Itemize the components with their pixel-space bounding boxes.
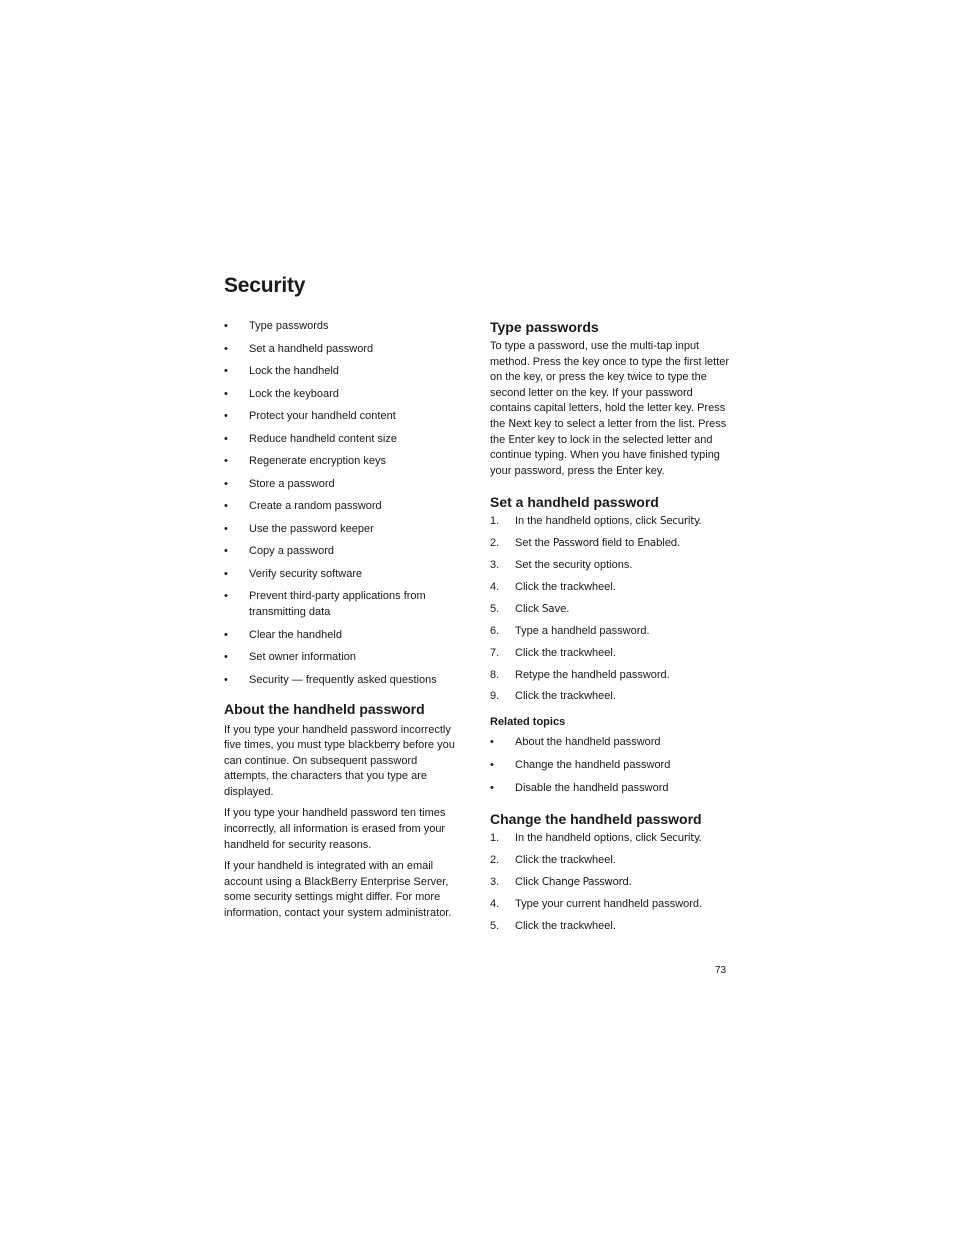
topic-item[interactable]	[224, 588, 464, 620]
text: Type your current handheld password.	[515, 898, 703, 911]
bullet: •	[490, 759, 494, 772]
topic-label: Type passwords	[249, 320, 329, 332]
text: Click the trackwheel.	[515, 690, 616, 703]
topic-label: Create a random password	[249, 500, 382, 512]
step-number: 9.	[490, 690, 500, 703]
step-number: 6.	[490, 624, 500, 637]
topic-label: Prevent third-party applications from transmitting data	[249, 590, 426, 618]
topic-label: Security — frequently asked questions	[249, 673, 437, 686]
step-item	[490, 623, 732, 639]
text: In the handheld options, click	[515, 832, 660, 845]
topic-item[interactable]	[224, 649, 464, 665]
step-number: 7.	[490, 646, 500, 659]
bullet: •	[224, 500, 228, 512]
step-item	[490, 579, 732, 595]
step-number: 3.	[490, 876, 500, 889]
topic-label: Store a password	[249, 477, 335, 490]
step-item	[490, 918, 732, 934]
bullet: •	[490, 736, 494, 749]
bullet: •	[224, 567, 228, 580]
bullet: •	[224, 432, 228, 445]
ui-term: Save.	[541, 602, 570, 615]
related-link[interactable]	[490, 757, 732, 773]
type-passwords-paragraph	[490, 339, 732, 479]
bullet: •	[224, 455, 228, 467]
related-topics-heading: Related topics	[490, 716, 566, 729]
text: Set the security options.	[515, 559, 633, 572]
topic-label: Reduce handheld content size	[249, 432, 397, 445]
text: Click	[515, 602, 542, 615]
topic-label: Lock the keyboard	[249, 387, 339, 400]
ui-term: Enabled.	[637, 537, 680, 550]
bullet: •	[224, 651, 228, 663]
step-item	[490, 645, 732, 661]
text: key to lock in the selected letter and continue typing. When you have finished typing your password, press the	[490, 433, 720, 477]
step-number: 1.	[490, 832, 500, 845]
text: If you type your handheld password incorrectly five times, you must type	[224, 723, 451, 752]
topic-label: Regenerate encryption keys	[249, 455, 386, 467]
step-number: 4.	[490, 898, 500, 911]
step-list	[490, 830, 732, 934]
topic-label: Use the password keeper	[249, 522, 374, 535]
ui-term: Enter	[508, 433, 535, 446]
text: Click the trackwheel.	[515, 646, 616, 659]
topic-item[interactable]	[224, 453, 464, 469]
topic-item[interactable]	[224, 521, 464, 537]
set-password-heading: Set a handheld password	[490, 494, 659, 511]
step-item	[490, 688, 732, 704]
step-item	[490, 852, 732, 868]
step-item	[490, 557, 732, 573]
text: Set the	[515, 537, 553, 550]
text: key to select a letter from the list. Press the	[490, 417, 727, 446]
step-item	[490, 896, 732, 912]
step-number: 2.	[490, 537, 500, 550]
step-item	[490, 513, 732, 529]
about-paragraph-3: If your handheld is integrated with an email account using a BlackBerry Enterprise Server, some security settings might differ. For more information, contact your system administrator.	[224, 860, 452, 920]
page-title: Security	[224, 274, 306, 297]
bullet: •	[224, 477, 228, 490]
step-number: 3.	[490, 559, 500, 572]
step-list	[490, 513, 732, 704]
topic-label: Clear the handheld	[249, 628, 342, 641]
topic-item[interactable]	[224, 627, 464, 643]
step-number: 1.	[490, 515, 500, 528]
topic-item[interactable]	[224, 476, 464, 492]
topic-label: Set a handheld password	[249, 342, 374, 355]
set-password-section	[490, 493, 732, 704]
related-link[interactable]	[490, 734, 732, 750]
bullet: •	[224, 365, 228, 377]
about-paragraph-1	[224, 723, 464, 801]
related-label: Disable the handheld password	[515, 782, 669, 795]
about-section	[224, 700, 464, 922]
related-list	[490, 734, 732, 796]
text: field to	[598, 537, 638, 550]
text: before you can continue. On subsequent password attempts, the characters that you type are displayed.	[224, 739, 455, 798]
related-label: Change the handheld password	[515, 759, 671, 772]
about-paragraph-2: If you type your handheld password ten times incorrectly, all information is erased from your handheld for security reasons.	[224, 807, 446, 851]
text: In the handheld options, click	[515, 515, 660, 528]
related-link[interactable]	[490, 780, 732, 796]
topic-label: Protect your handheld content	[249, 410, 396, 422]
bullet: •	[224, 320, 228, 332]
text: To type a password, use the multi-tap input method. Press the key once to type the first letter on the key, or press the key twice to type the second letter on the key. If your password contains capital letters, hold the letter key. Press the	[490, 340, 730, 430]
ui-term: Change Password.	[541, 876, 632, 889]
step-number: 2.	[490, 854, 500, 867]
topic-item[interactable]	[224, 543, 464, 559]
step-item	[490, 667, 732, 683]
page-number: 73	[715, 965, 727, 976]
text: Retype the handheld password.	[515, 668, 670, 681]
text: Click	[515, 876, 542, 889]
topic-label: Verify security software	[249, 567, 363, 580]
change-password-section	[490, 810, 732, 934]
step-number: 5.	[490, 920, 500, 933]
bullet: •	[224, 342, 228, 355]
topic-item[interactable]	[224, 318, 464, 334]
topic-item[interactable]	[224, 408, 464, 424]
topic-item[interactable]	[224, 431, 464, 447]
step-item	[490, 601, 732, 617]
topic-label: Set owner information	[249, 651, 356, 663]
bullet: •	[224, 590, 228, 602]
topic-list	[224, 318, 464, 688]
bullet: •	[224, 522, 228, 535]
ui-term: Password	[552, 537, 599, 550]
left-column	[224, 318, 464, 928]
change-password-heading: Change the handheld password	[490, 811, 702, 828]
ui-term: blackberry	[348, 739, 400, 752]
topic-item[interactable]	[224, 498, 464, 514]
type-passwords-heading: Type passwords	[490, 319, 599, 335]
bullet: •	[224, 545, 228, 557]
right-column	[490, 318, 732, 940]
text: Click the trackwheel.	[515, 920, 616, 933]
bullet: •	[224, 387, 228, 400]
about-heading: About the handheld password	[224, 700, 425, 717]
bullet: •	[224, 410, 228, 422]
text: Type a handheld password.	[515, 624, 650, 637]
text: Click the trackwheel.	[515, 854, 616, 867]
ui-term: Security.	[659, 515, 702, 528]
related-topics-section	[490, 714, 732, 796]
topic-item[interactable]	[224, 566, 464, 582]
ui-term: Enter	[615, 464, 643, 477]
bullet: •	[224, 628, 228, 641]
topic-label: Copy a password	[249, 545, 334, 557]
topic-label: Lock the handheld	[249, 365, 339, 377]
topic-item[interactable]	[224, 341, 464, 357]
related-label: About the handheld password	[515, 736, 661, 749]
ui-term: Next	[508, 417, 532, 430]
ui-term: Security.	[659, 832, 702, 845]
type-passwords-section	[490, 318, 732, 479]
step-item	[490, 535, 732, 551]
step-item	[490, 874, 732, 890]
step-number: 4.	[490, 581, 500, 594]
step-item	[490, 830, 732, 846]
bullet: •	[490, 782, 494, 795]
step-number: 8.	[490, 668, 500, 681]
step-number: 5.	[490, 602, 500, 615]
topic-item[interactable]	[224, 386, 464, 402]
topic-item[interactable]	[224, 672, 464, 688]
bullet: •	[224, 673, 228, 686]
text: key.	[642, 464, 665, 477]
topic-item[interactable]	[224, 363, 464, 379]
text: Click the trackwheel.	[515, 581, 616, 594]
